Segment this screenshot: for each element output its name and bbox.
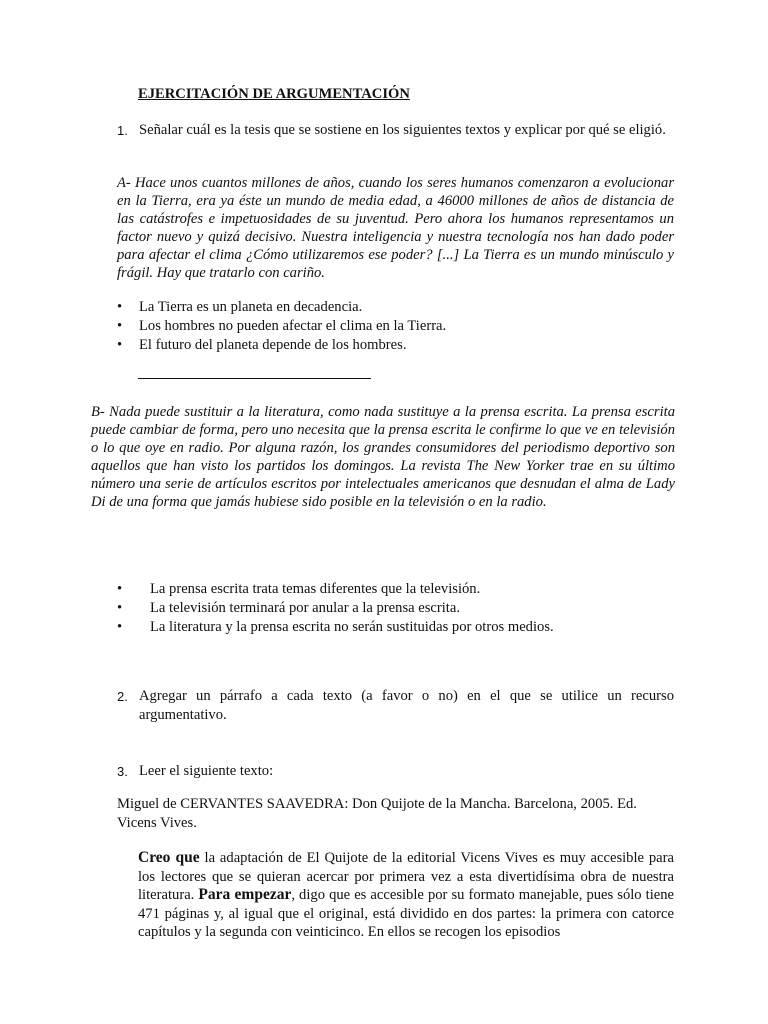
option-b-3-text: La literatura y la prensa escrita no serán sustituidas por otros medios. xyxy=(150,619,554,635)
option-b-1 xyxy=(117,580,677,599)
option-a-1 xyxy=(117,298,657,317)
bullet-icon: • xyxy=(117,600,123,616)
connector-para-empezar: Para empezar xyxy=(198,886,292,903)
answer-line xyxy=(138,378,371,379)
reading-text xyxy=(138,849,674,942)
connector-creo-que: Creo que xyxy=(138,849,200,866)
instruction-2-text: Agregar un párrafo a cada texto (a favor o no) en el que se utilice un recurso argumentativo. xyxy=(139,688,674,723)
options-a-list xyxy=(117,298,657,355)
option-a-2-text: Los hombres no pueden afectar el clima en la Tierra. xyxy=(139,318,447,334)
option-b-2 xyxy=(117,599,677,618)
bullet-icon: • xyxy=(117,318,123,334)
option-b-2-text: La televisión terminará por anular a la prensa escrita. xyxy=(150,600,460,616)
instruction-1 xyxy=(117,121,674,140)
text-b-paragraph: B- Nada puede sustituir a la literatura, como nada sustituye a la prensa escrita. La prensa escrita puede cambiar de forma, pero uno necesita que la prensa escrita le confirme lo que ve en televisión o lo que oye en radio. Por alguna razón, los grandes consumidores del periodismo deportivo son aquellos que han visto los partidos los domingos. La revista The New Yorker trae en su último número una serie de artículos escritos por intelectuales americanos que desnudan el alma de Lady Di de una forma que jamás hubiese sido posible en la televisión o en la radio. xyxy=(91,404,675,510)
bullet-icon: • xyxy=(117,299,123,315)
option-a-1-text: La Tierra es un planeta en decadencia. xyxy=(139,299,363,315)
instruction-1-number: 1. xyxy=(117,123,128,138)
bullet-icon: • xyxy=(117,337,123,353)
instruction-2-number: 2. xyxy=(117,689,128,704)
reading-text-part-1: la adaptación de El Quijote de la editorial Vicens Vives es muy accesible para los lectores que se quieran acercar por primera vez a esta divertidísima obra de nuestra literatura. xyxy=(138,850,674,903)
option-a-2 xyxy=(117,317,657,336)
option-a-3 xyxy=(117,336,657,355)
option-a-3-text: El futuro del planeta depende de los hombres. xyxy=(139,337,407,353)
document-title: EJERCITACIÓN DE ARGUMENTACIÓN xyxy=(138,86,410,102)
instruction-3-number: 3. xyxy=(117,764,128,779)
option-b-1-text: La prensa escrita trata temas diferentes que la televisión. xyxy=(150,581,481,597)
instruction-3 xyxy=(117,762,674,781)
citation: Miguel de CERVANTES SAAVEDRA: Don Quijote de la Mancha. Barcelona, 2005. Ed. Vicens Vives. xyxy=(117,796,637,831)
instruction-1-text: Señalar cuál es la tesis que se sostiene en los siguientes textos y explicar por qué se eligió. xyxy=(139,122,666,138)
reading-text-part-2: , digo que es accesible por su formato manejable, pues sólo tiene 471 páginas y, al igual que el original, está dividido en dos partes: la primera con catorce capítulos y la segunda con veinticinco. En ellos se recogen los episodios xyxy=(138,887,675,940)
options-b-list xyxy=(117,580,677,637)
bullet-icon: • xyxy=(117,581,123,597)
option-b-3 xyxy=(117,618,677,637)
bullet-icon: • xyxy=(117,619,123,635)
instruction-3-text: Leer el siguiente texto: xyxy=(139,763,274,779)
text-a-paragraph: A- Hace unos cuantos millones de años, cuando los seres humanos comenzaron a evolucionar en la Tierra, era ya éste un mundo de media edad, a 46000 millones de años de distancia de las catástrofes e impetuosidades de su juventud. Pero ahora los humanos representamos un factor nuevo y quizá decisivo. Nuestra inteligencia y nuestra tecnología nos han dado poder para afectar el clima ¿Cómo utilizaremos ese poder? [...] La Tierra es un mundo minúsculo y frágil. Hay que tratarlo con cariño. xyxy=(117,175,674,281)
instruction-2 xyxy=(117,687,674,725)
